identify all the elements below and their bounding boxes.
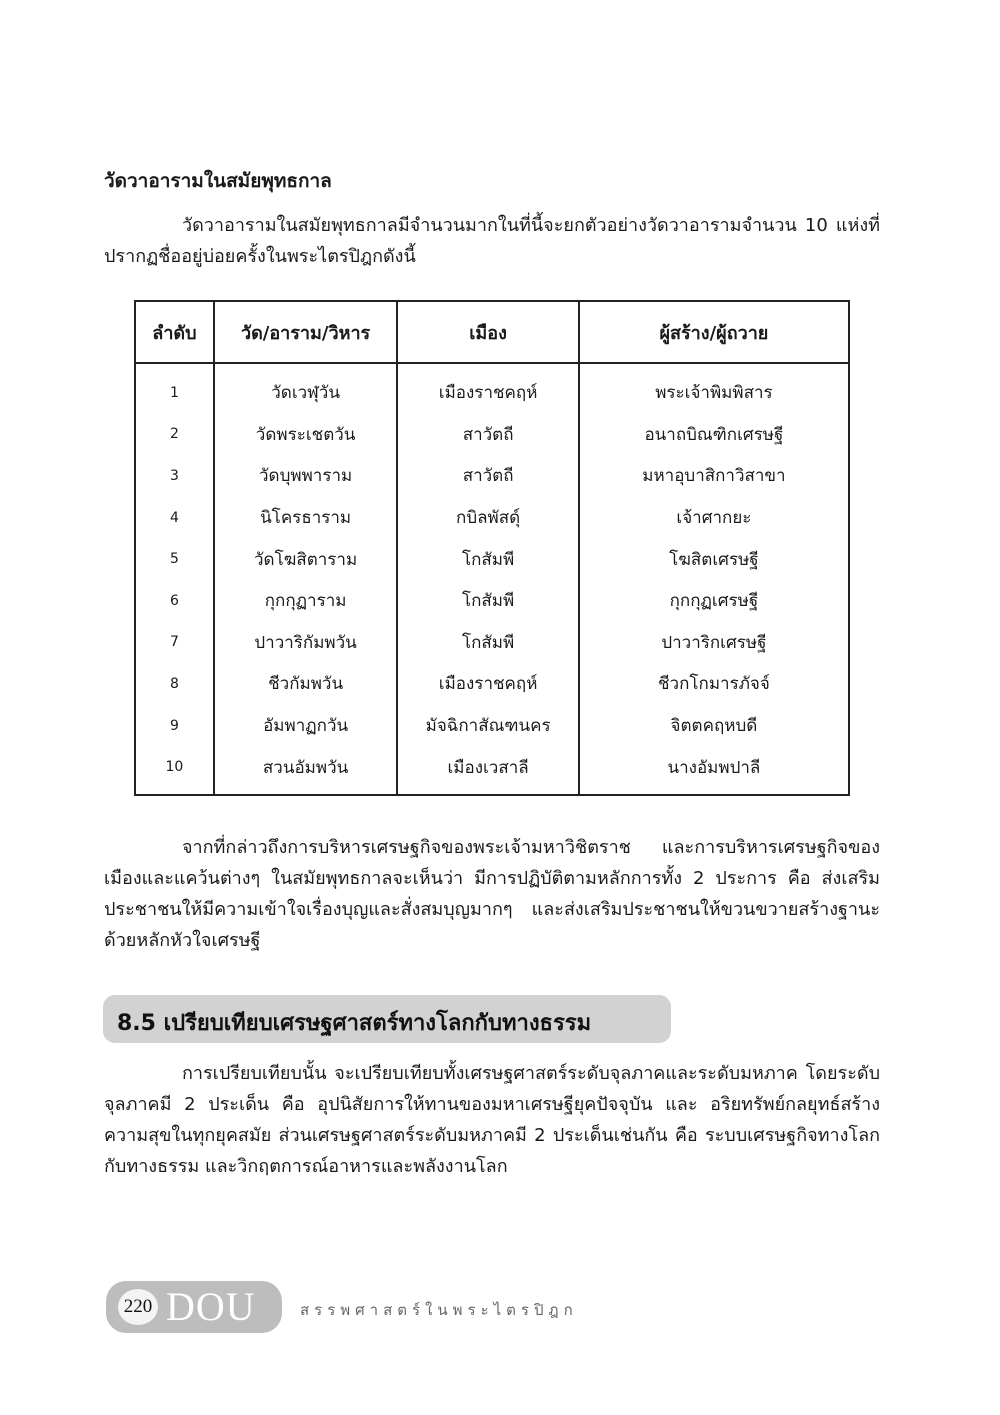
cell-order: 8 [135, 663, 214, 705]
cell-order: 3 [135, 455, 214, 497]
table-row [135, 705, 849, 747]
cell-city: เมืองราชคฤห์ [397, 663, 579, 705]
body-paragraph: การเปรียบเทียบนั้น จะเปรียบเทียบทั้งเศรษฐศาสตร์ระดับจุลภาคและระดับมหภาค โดยระดับจุลภาคมี 2 ประเด็น คือ อุปนิสัยการให้ทานของมหาเศรษฐียุคปัจจุบัน และ อริยทรัพย์กลยุทธ์สร้างความสุขในทุกยุคสมัย ส่วนเศรษฐศาสตร์ระดับมหภาคมี 2 ประเด็นเช่นกัน คือ ระบบเศรษฐกิจทางโลกกับทางธรรม และวิกฤตการณ์อาหารและพลังงานโลก [104, 1063, 880, 1177]
cell-founder: อนาถบิณฑิกเศรษฐี [579, 414, 849, 456]
body-paragraph: จากที่กล่าวถึงการบริหารเศรษฐกิจของพระเจ้ามหาวิชิตราช และการบริหารเศรษฐกิจของเมืองและแคว้นต่างๆ ในสมัยพุทธกาลจะเห็นว่า มีการปฏิบัติตามหลักการทั้ง 2 ประการ คือ ส่งเสริมประชาชนให้มีความเข้าใจเรื่องบุญและสั่งสมบุญมากๆ และส่งเสริมประชาชนให้ขวนขวายสร้างฐานะด้วยหลักหัวใจเศรษฐี [104, 837, 880, 951]
cell-city: โกสัมพี [397, 580, 579, 622]
cell-order: 1 [135, 363, 214, 414]
cell-founder: กุกกุฏเศรษฐี [579, 580, 849, 622]
cell-city: โกสัมพี [397, 538, 579, 580]
table-row [135, 363, 849, 414]
cell-founder: โฆสิตเศรษฐี [579, 538, 849, 580]
cell-temple: สวนอัมพวัน [214, 746, 397, 795]
table-header-row [135, 301, 849, 363]
cell-order: 9 [135, 705, 214, 747]
cell-city: โกสัมพี [397, 622, 579, 664]
table-row [135, 622, 849, 664]
cell-order: 6 [135, 580, 214, 622]
cell-order: 10 [135, 746, 214, 795]
cell-founder: พระเจ้าพิมพิสาร [579, 363, 849, 414]
cell-founder: มหาอุบาสิกาวิสาขา [579, 455, 849, 497]
dou-logo: DOU [166, 1284, 256, 1329]
header-order: ลำดับ [135, 301, 214, 363]
cell-order: 4 [135, 497, 214, 539]
table-row [135, 497, 849, 539]
section-title-bar [103, 995, 671, 1043]
cell-order: 7 [135, 622, 214, 664]
cell-order: 2 [135, 414, 214, 456]
table-row [135, 580, 849, 622]
header-city: เมือง [397, 301, 579, 363]
section-title: 8.5 เปรียบเทียบเศรษฐศาสตร์ทางโลกกับทางธรรม [117, 1011, 592, 1036]
page-number: 220 [118, 1289, 158, 1325]
cell-founder: ชีวกโกมารภัจจ์ [579, 663, 849, 705]
header-founder: ผู้สร้าง/ผู้ถวาย [579, 301, 849, 363]
cell-temple: วัดโฆสิตาราม [214, 538, 397, 580]
cell-city: เมืองเวสาลี [397, 746, 579, 795]
cell-temple: ปาวาริกัมพวัน [214, 622, 397, 664]
temples-table [134, 300, 850, 796]
header-temple: วัด/อาราม/วิหาร [214, 301, 397, 363]
cell-city: กบิลพัสดุ์ [397, 497, 579, 539]
cell-founder: ปาวาริกเศรษฐี [579, 622, 849, 664]
cell-order: 5 [135, 538, 214, 580]
cell-temple: กุกกุฏาราม [214, 580, 397, 622]
table-row [135, 663, 849, 705]
cell-city: สาวัตถี [397, 414, 579, 456]
cell-founder: จิตตคฤหบดี [579, 705, 849, 747]
cell-temple: ชีวกัมพวัน [214, 663, 397, 705]
cell-founder: เจ้าศากยะ [579, 497, 849, 539]
section-heading: วัดวาอารามในสมัยพุทธกาล [104, 170, 332, 192]
book-title: สรรพศาสตร์ในพระไตรปิฎก [300, 1301, 578, 1319]
table-row [135, 414, 849, 456]
table-row [135, 455, 849, 497]
footer-badge [106, 1281, 282, 1333]
cell-founder: นางอัมพปาลี [579, 746, 849, 795]
cell-city: เมืองราชคฤห์ [397, 363, 579, 414]
cell-temple: วัดเวฬุวัน [214, 363, 397, 414]
cell-temple: วัดบุพพาราม [214, 455, 397, 497]
cell-temple: อัมพาฏกวัน [214, 705, 397, 747]
table-row [135, 746, 849, 795]
cell-city: มัจฉิกาสัณฑนคร [397, 705, 579, 747]
cell-temple: นิโครธาราม [214, 497, 397, 539]
cell-city: สาวัตถี [397, 455, 579, 497]
cell-temple: วัดพระเชตวัน [214, 414, 397, 456]
table-row [135, 538, 849, 580]
intro-paragraph: วัดวาอารามในสมัยพุทธกาลมีจำนวนมากในที่นี้จะยกตัวอย่างวัดวาอารามจำนวน 10 แห่งที่ปรากฏชื่ออยู่บ่อยครั้งในพระไตรปิฎกดังนี้ [104, 215, 880, 267]
